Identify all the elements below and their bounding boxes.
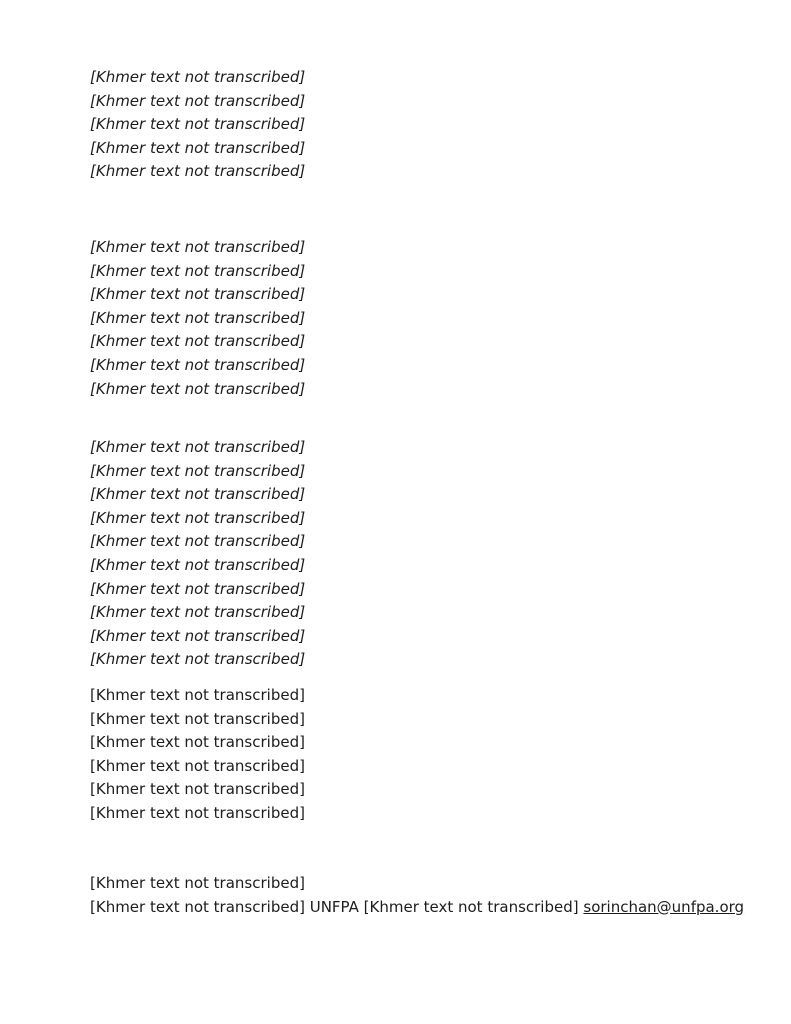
paragraph-line: [Khmer text not transcribed] bbox=[90, 780, 305, 799]
paragraph-4 bbox=[90, 684, 713, 826]
paragraph-line: [Khmer text not transcribed] bbox=[90, 650, 306, 669]
paragraph-line: [Khmer text not transcribed] bbox=[90, 115, 306, 134]
paragraph-line: [Khmer text not transcribed] bbox=[90, 874, 305, 892]
paragraph-line: [Khmer text not transcribed] bbox=[90, 756, 305, 775]
paragraph-line: [Khmer text not transcribed] bbox=[90, 603, 306, 622]
contact-line bbox=[90, 896, 745, 920]
paragraph-line: [Khmer text not transcribed] bbox=[90, 379, 306, 398]
paragraph-line: [Khmer text not transcribed] bbox=[90, 91, 306, 110]
contact-email-link[interactable]: sorinchan@unfpa.org bbox=[583, 897, 745, 916]
paragraph-line: [Khmer text not transcribed] bbox=[90, 626, 306, 645]
paragraph-line: [Khmer text not transcribed] bbox=[90, 461, 306, 480]
paragraph-5-contact bbox=[90, 872, 745, 919]
paragraph-line: [Khmer text not transcribed] bbox=[90, 138, 306, 157]
paragraph-line: [Khmer text not transcribed] bbox=[90, 355, 306, 374]
paragraph-line: [Khmer text not transcribed] bbox=[90, 686, 305, 704]
paragraph-line: [Khmer text not transcribed] bbox=[90, 308, 306, 327]
paragraph-line: [Khmer text not transcribed] bbox=[90, 508, 306, 527]
paragraph-1 bbox=[90, 66, 713, 184]
paragraph-line: [Khmer text not transcribed] bbox=[90, 532, 306, 551]
paragraph-2 bbox=[90, 236, 713, 401]
paragraph-line: [Khmer text not transcribed] bbox=[90, 485, 306, 504]
paragraph-line: [Khmer text not transcribed] bbox=[90, 579, 306, 598]
paragraph-line: [Khmer text not transcribed] bbox=[90, 285, 306, 304]
paragraph-line: [Khmer text not transcribed] bbox=[90, 803, 305, 822]
paragraph-line: [Khmer text not transcribed] bbox=[90, 162, 306, 181]
contact-line-text: [Khmer text not transcribed] UNFPA [Khmer text not transcribed] bbox=[90, 897, 579, 916]
paragraph-3 bbox=[90, 436, 713, 672]
paragraph-line: [Khmer text not transcribed] bbox=[90, 332, 306, 351]
paragraph-line: [Khmer text not transcribed] bbox=[90, 733, 305, 752]
paragraph-line: [Khmer text not transcribed] bbox=[90, 709, 305, 728]
paragraph-line: [Khmer text not transcribed] bbox=[90, 261, 306, 280]
paragraph-line: [Khmer text not transcribed] bbox=[90, 238, 306, 256]
paragraph-line: [Khmer text not transcribed] bbox=[90, 555, 306, 574]
paragraph-line: [Khmer text not transcribed] bbox=[90, 438, 306, 456]
paragraph-line: [Khmer text not transcribed] bbox=[90, 68, 306, 86]
